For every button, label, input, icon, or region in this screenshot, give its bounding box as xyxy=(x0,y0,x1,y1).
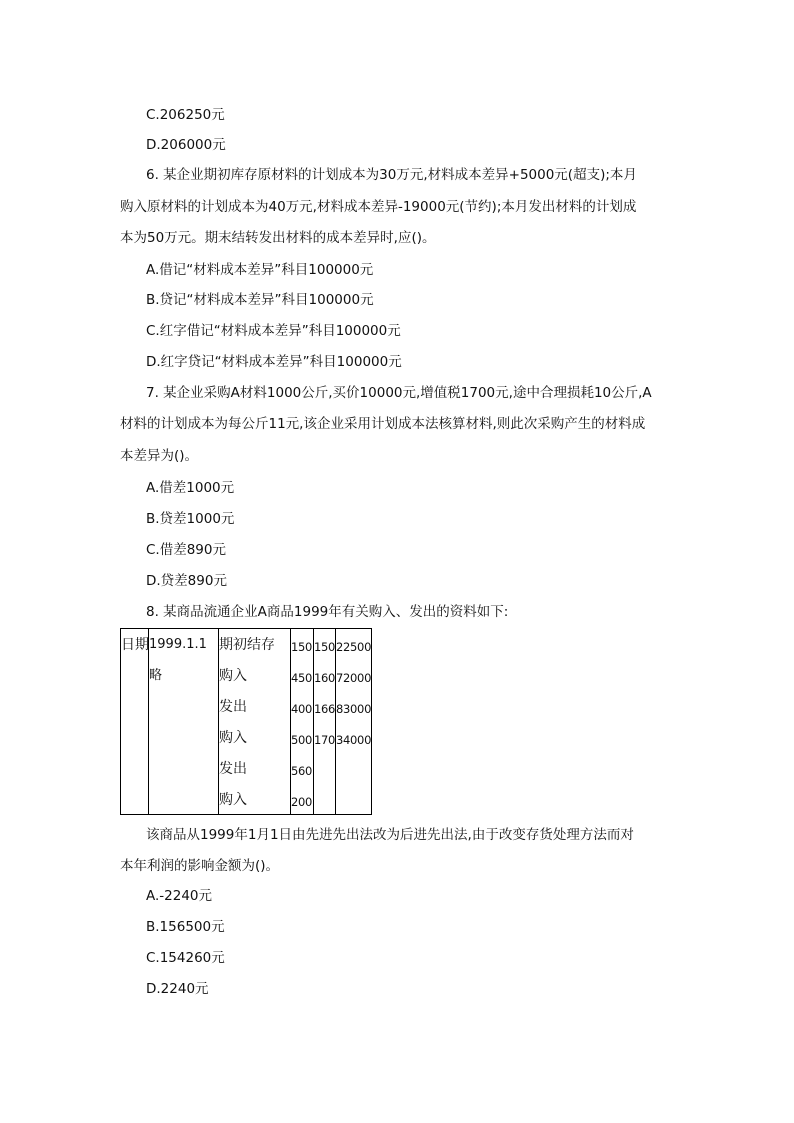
table-header-date: 日期 xyxy=(121,637,149,653)
q8-option-d: D.2240元 xyxy=(146,981,209,997)
table-divider xyxy=(290,629,291,814)
table-cell-type: 购入 xyxy=(219,668,247,684)
table-cell-qty: 500 xyxy=(291,733,313,747)
q7-option-b: B.贷差1000元 xyxy=(146,511,235,527)
table-cell-amount: 72000 xyxy=(336,671,372,685)
table-cell-price: 160 xyxy=(314,671,336,685)
table-cell-qty: 200 xyxy=(291,795,313,809)
q8-intro: 8. 某商品流通企业A商品1999年有关购入、发出的资料如下: xyxy=(146,604,509,620)
table-cell-qty: 450 xyxy=(291,671,313,685)
q5-option-c: C.206250元 xyxy=(146,107,225,123)
q6-text-line-1: 6. 某企业期初库存原材料的计划成本为30万元,材料成本差异+5000元(超支);本月 xyxy=(146,167,637,183)
table-cell-type: 期初结存 xyxy=(219,637,275,653)
table-cell-price: 166 xyxy=(314,702,336,716)
q7-text-line-3: 本差异为()。 xyxy=(120,448,199,464)
q6-option-d: D.红字贷记“材料成本差异”科目100000元 xyxy=(146,354,402,370)
q8-option-a: A.-2240元 xyxy=(146,888,213,904)
q7-text-line-1: 7. 某企业采购A材料1000公斤,买价10000元,增值税1700元,途中合理损耗10公斤,A xyxy=(146,385,652,401)
q6-option-b: B.贷记“材料成本差异”科目100000元 xyxy=(146,292,374,308)
table-cell-qty: 400 xyxy=(291,702,313,716)
q6-text-line-2: 购入原材料的计划成本为40万元,材料成本差异-19000元(节约);本月发出材料的计划成 xyxy=(120,199,637,215)
table-date-note: 略 xyxy=(149,668,163,683)
q7-option-a: A.借差1000元 xyxy=(146,480,235,496)
q6-text-line-3: 本为50万元。期末结转发出材料的成本差异时,应()。 xyxy=(120,230,436,246)
q8-option-c: C.154260元 xyxy=(146,950,225,966)
table-cell-qty: 150 xyxy=(291,640,313,654)
q8-followup-line-2: 本年利润的影响金额为()。 xyxy=(120,858,280,874)
table-cell-price: 150 xyxy=(314,640,336,654)
table-cell-amount: 34000 xyxy=(336,733,372,747)
table-cell-type: 购入 xyxy=(219,792,247,808)
q6-option-c: C.红字借记“材料成本差异”科目100000元 xyxy=(146,323,401,339)
table-cell-qty: 560 xyxy=(291,764,313,778)
q7-text-line-2: 材料的计划成本为每公斤11元,该企业采用计划成本法核算材料,则此次采购产生的材料成 xyxy=(120,416,646,432)
inventory-table xyxy=(120,628,372,815)
table-cell-amount: 22500 xyxy=(336,640,372,654)
table-cell-type: 发出 xyxy=(219,699,247,715)
q7-option-c: C.借差890元 xyxy=(146,542,226,558)
q8-followup-line-1: 该商品从1999年1月1日由先进先出法改为后进先出法,由于改变存货处理方法而对 xyxy=(146,827,634,843)
table-date-value: 1999.1.1 xyxy=(149,637,207,652)
q7-option-d: D.贷差890元 xyxy=(146,573,227,589)
table-cell-amount: 83000 xyxy=(336,702,372,716)
table-divider xyxy=(313,629,314,814)
q8-option-b: B.156500元 xyxy=(146,919,225,935)
table-divider xyxy=(148,629,149,814)
q6-option-a: A.借记“材料成本差异”科目100000元 xyxy=(146,262,374,278)
table-cell-type: 发出 xyxy=(219,761,247,777)
q5-option-d: D.206000元 xyxy=(146,137,226,153)
table-cell-type: 购入 xyxy=(219,730,247,746)
table-divider xyxy=(218,629,219,814)
table-cell-price: 170 xyxy=(314,733,336,747)
table-divider xyxy=(335,629,336,814)
